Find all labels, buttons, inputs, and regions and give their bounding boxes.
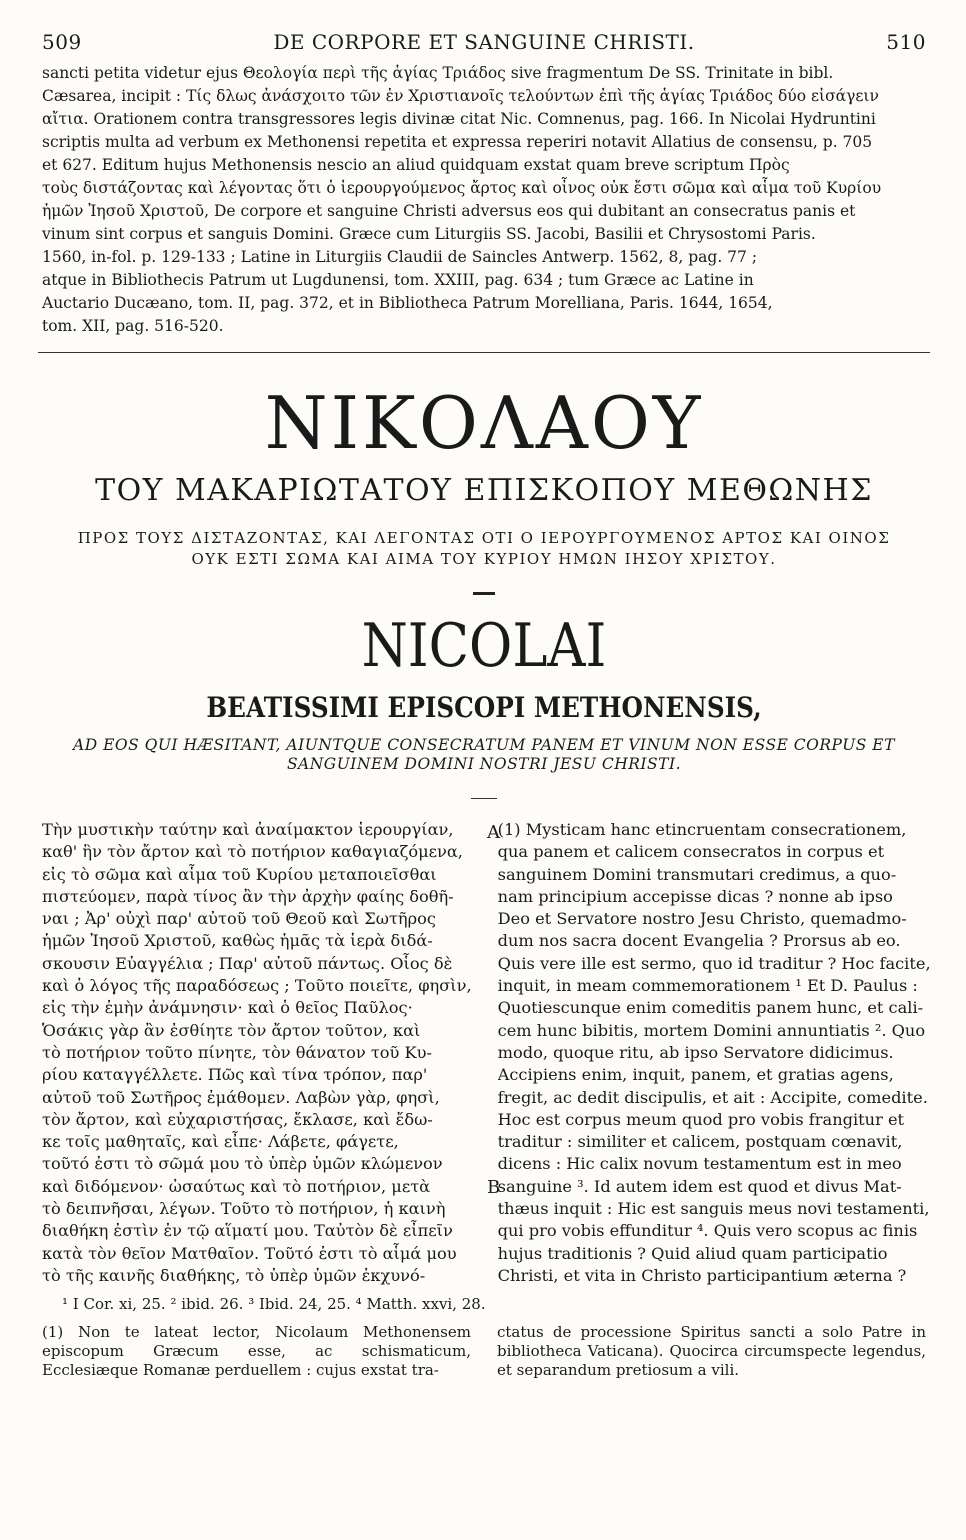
text-line: sanguine ³. Id autem idem est quod et divus Mat- bbox=[497, 1176, 902, 1196]
intro-line: atque in Bibliothecis Patrum ut Lugdunensi, tom. XXIII, pag. 634 ; tum Græce ac Latine in bbox=[42, 271, 754, 289]
title-dash bbox=[473, 592, 495, 595]
text-line: ναι ; Ἀρ' οὐχὶ παρ' αὐτοῦ τοῦ Θεοῦ καὶ Σωτῆρος bbox=[42, 909, 436, 929]
text-line: σκουσιν Εὐαγγέλια ; Παρ' αὐτοῦ πάντως. Οἷος δὲ bbox=[42, 953, 453, 973]
intro-line: et 627. Editum hujus Methonensis nescio an aliud quidquam exstat quam breve scriptum Πρὸς bbox=[42, 156, 790, 174]
greek-work-title-line: ΠΡΟΣ ΤΟΥΣ ΔΙΣΤΑΖΟΝΤΑΣ, ΚΑΙ ΛΕΓΟΝΤΑΣ ΟΤΙ Ο ΙΕΡΟΥΡΓΟΥΜΕΝΟΣ ΑΡΤΟΣ ΚΑΙ ΟΙΝΟΣ bbox=[77, 529, 891, 547]
latin-work-title-line: SANGUINEM DOMINI NOSTRI JESU CHRISTI. bbox=[286, 755, 682, 773]
text-line: dum nos sacra docent Evangelia ? Prorsus ab eo. bbox=[497, 931, 901, 951]
latin-author-name: NICOLAI bbox=[361, 611, 607, 681]
intro-line: ἡμῶν Ἰησοῦ Χριστοῦ, De corpore et sanguine Christi adversus eos qui dubitant an consecratus panis et bbox=[42, 202, 856, 220]
text-line: fregit, ac dedit discipulis, et ait : Accipite, comedite. bbox=[497, 1087, 928, 1107]
intro-paragraph bbox=[42, 62, 926, 338]
text-line: τὸν ἄρτον, καὶ εὐχαριστήσας, ἔκλασε, καὶ ἔδω- bbox=[42, 1109, 433, 1129]
text-line: nam principium accepisse dicas ? nonne ab ipso bbox=[497, 886, 893, 906]
text-start-rule bbox=[471, 798, 497, 799]
greek-work-title bbox=[42, 528, 926, 570]
running-title: DE CORPORE ET SANGUINE CHRISTI. bbox=[273, 30, 695, 54]
text-line: εἰς τὸ σῶμα καὶ αἷμα τοῦ Κυρίου μεταποιεῖσθαι bbox=[42, 864, 437, 884]
text-line: τὸ τῆς καινῆς διαθήκης, τὸ ὑπὲρ ὑμῶν ἐκχυνό- bbox=[42, 1265, 426, 1285]
parallel-text bbox=[42, 819, 931, 1287]
greek-author-name: ΝΙΚΟΛΑΟΥ bbox=[264, 381, 704, 465]
latin-work-title bbox=[42, 736, 926, 774]
margin-marker-b: B bbox=[487, 1177, 501, 1198]
intro-line: τοὺς διστάζοντας καὶ λέγοντας ὅτι ὁ ἱερουργούμενος ἄρτος καὶ οἶνος οὐκ ἔστι σῶμα καὶ αἷμα τοῦ Κυρίου bbox=[42, 179, 882, 197]
text-line: (1) Mysticam hanc etincruentam consecrationem, bbox=[497, 820, 907, 839]
text-line: Τὴν μυστικὴν ταύτην καὶ ἀναίμακτον ἱερουργίαν, bbox=[42, 820, 454, 839]
editor-note-right: ctatus de processione Spiritus sancti a solo Patre in bibliotheca Vaticana). Quocirca circumspecte legendus, et separandum pretiosum a vili. bbox=[497, 1323, 926, 1380]
text-line: Deo et Servatore nostro Jesu Christo, quemadmo- bbox=[497, 909, 907, 929]
text-line: sanguinem Domini transmutari credimus, a quo- bbox=[497, 864, 897, 884]
text-line: καὶ διδόμενον· ὡσαύτως καὶ τὸ ποτήριον, μετὰ bbox=[42, 1176, 431, 1196]
footnote-references: ¹ I Cor. xi, 25. ² ibid. 26. ³ Ibid. 24, 25. ⁴ Matth. xxvi, 28. bbox=[62, 1295, 486, 1314]
left-page-number: 509 bbox=[42, 30, 82, 54]
text-line: κε τοῖς μαθηταῖς, καὶ εἶπε· Λάβετε, φάγετε, bbox=[42, 1132, 399, 1152]
latin-column bbox=[498, 819, 931, 1287]
latin-author-title: BEATISSIMI EPISCOPI METHONENSIS, bbox=[206, 691, 762, 724]
text-line: διαθήκη ἐστὶν ἐν τῷ αἵματί μου. Ταὐτὸν δὲ εἶπεῖν bbox=[42, 1221, 453, 1241]
text-line: Quotiescunque enim comeditis panem hunc, et cali- bbox=[497, 998, 924, 1018]
text-line: cem hunc bibitis, mortem Domini annuntiatis ². Quo bbox=[497, 1020, 926, 1040]
text-line: thæus inquit : Hic est sanguis meus novi testamenti, bbox=[497, 1199, 930, 1219]
text-line: Quis vere ille est sermo, quo id traditur ? Hoc facite, bbox=[497, 953, 931, 973]
editor-notes bbox=[42, 1323, 926, 1380]
intro-line: 1560, in-fol. p. 129-133 ; Latine in Liturgiis Claudii de Saincles Antwerp. 1562, 8, pag. 77 ; bbox=[42, 248, 758, 266]
intro-line: scriptis multa ad verbum ex Methonensi repetita et expressa reperiri notavit Allatius de consensu, p. 705 bbox=[42, 133, 873, 151]
greek-work-title-line: ΟΥΚ ΕΣΤΙ ΣΩΜΑ ΚΑΙ ΑΙΜΑ ΤΟΥ ΚΥΡΙΟΥ ΗΜΩΝ ΙΗΣΟΥ ΧΡΙΣΤΟΥ. bbox=[191, 550, 777, 568]
text-line: Ὁσάκις γὰρ ἂν ἐσθίητε τὸν ἄρτον τοῦτον, καὶ bbox=[42, 1020, 421, 1040]
text-line: καθ' ἣν τὸν ἄρτον καὶ τὸ ποτήριον καθαγιαζόμενα, bbox=[42, 842, 463, 862]
margin-marker-a: A bbox=[487, 822, 500, 843]
editor-note-left: (1) Non te lateat lector, Nicolaum Methonensem episcopum Græcum esse, ac schismaticum, Ecclesiæque Romanæ perduellem : cujus exstat tra- bbox=[42, 1323, 471, 1380]
text-line: τὸ δειπνῆσαι, λέγων. Τοῦτο τὸ ποτήριον, ἡ καινὴ bbox=[42, 1199, 446, 1219]
text-line: ἡμῶν Ἰησοῦ Χριστοῦ, καθὼς ἡμᾶς τὰ ἱερὰ διδά- bbox=[42, 931, 433, 951]
intro-line: αἴτια. Orationem contra transgressores legis divinæ citat Nic. Comnenus, pag. 166. In Nicolai Hydruntini bbox=[42, 110, 876, 128]
right-page-number: 510 bbox=[886, 30, 926, 54]
text-line: Christi, et vita in Christo participantium æterna ? bbox=[497, 1265, 907, 1285]
text-line: πιστεύομεν, παρὰ τίνος ἂν τὴν ἀρχὴν φαίης δοθῆ- bbox=[42, 886, 454, 906]
text-line: Accipiens enim, inquit, panem, et gratias agens, bbox=[497, 1065, 894, 1085]
text-line: τοῦτό ἐστι τὸ σῶμά μου τὸ ὑπὲρ ὑμῶν κλώμενον bbox=[42, 1154, 443, 1174]
intro-line: Auctario Ducæano, tom. II, pag. 372, et in Bibliotheca Patrum Morelliana, Paris. 1644, 1654, bbox=[42, 294, 773, 312]
text-line: ρίου καταγγέλλετε. Πῶς καὶ τίνα τρόπον, παρ' bbox=[42, 1065, 428, 1085]
text-line: Hoc est corpus meum quod pro vobis frangitur et bbox=[497, 1109, 905, 1129]
greek-author-title: ΤΟΥ ΜΑΚΑΡΙΩΤΑΤΟΥ ΕΠΙΣΚΟΠΟΥ ΜΕΘΩΝΗΣ bbox=[95, 473, 873, 508]
intro-line: vinum sint corpus et sanguis Domini. Græce cum Liturgiis SS. Jacobi, Basilii et Chrysostomi Paris. bbox=[42, 225, 816, 243]
text-line: κατὰ τὸν θεῖον Ματθαῖον. Τοῦτό ἐστι τὸ αἷμά μου bbox=[42, 1243, 457, 1263]
intro-line: Cæsarea, incipit : Τίς δλως ἀνάσχοιτο τῶν ἐν Χριστιανοῖς τελούντων ἐπὶ τῆς ἁγίας Τριάδος δύο εἰσάγειν bbox=[42, 87, 879, 105]
intro-line: tom. XII, pag. 516-520. bbox=[42, 317, 224, 335]
text-line: καὶ ὁ λόγος τῆς παραδόσεως ; Τοῦτο ποιεῖτε, φησὶν, bbox=[42, 976, 472, 996]
text-line: qui pro vobis effunditur ⁴. Quis vero scopus ac finis bbox=[497, 1221, 918, 1241]
text-line: modo, quoque ritu, ab ipso Servatore didicimus. bbox=[497, 1042, 894, 1062]
text-line: hujus traditionis ? Quid aliud quam participatio bbox=[497, 1243, 888, 1263]
latin-work-title-line: AD EOS QUI HÆSITANT, AIUNTQUE CONSECRATUM PANEM ET VINUM NON ESSE CORPUS ET bbox=[73, 736, 895, 754]
text-line: αὐτοῦ τοῦ Σωτῆρος ἐμάθομεν. Λαβὼν γὰρ, φησὶ, bbox=[42, 1087, 440, 1107]
section-divider bbox=[38, 352, 930, 353]
text-line: εἰς τὴν ἐμὴν ἀνάμνησιν· καὶ ὁ θεῖος Παῦλος· bbox=[42, 998, 413, 1018]
running-head bbox=[42, 30, 926, 54]
greek-column bbox=[42, 819, 472, 1287]
text-line: inquit, in meam commemorationem ¹ Et D. Paulus : bbox=[497, 976, 918, 996]
text-line: dicens : Hic calix novum testamentum est in meo bbox=[497, 1154, 902, 1174]
text-line: qua panem et calicem consecratos in corpus et bbox=[497, 842, 885, 862]
text-line: τὸ ποτήριον τοῦτο πίνητε, τὸν θάνατον τοῦ Κυ- bbox=[42, 1042, 432, 1062]
text-line: traditur : similiter et calicem, postquam cœnavit, bbox=[497, 1132, 903, 1152]
intro-line: sancti petita videtur ejus Θεολογία περὶ τῆς ἁγίας Τριάδος sive fragmentum De SS. Trinitate in bibl. bbox=[42, 64, 834, 82]
